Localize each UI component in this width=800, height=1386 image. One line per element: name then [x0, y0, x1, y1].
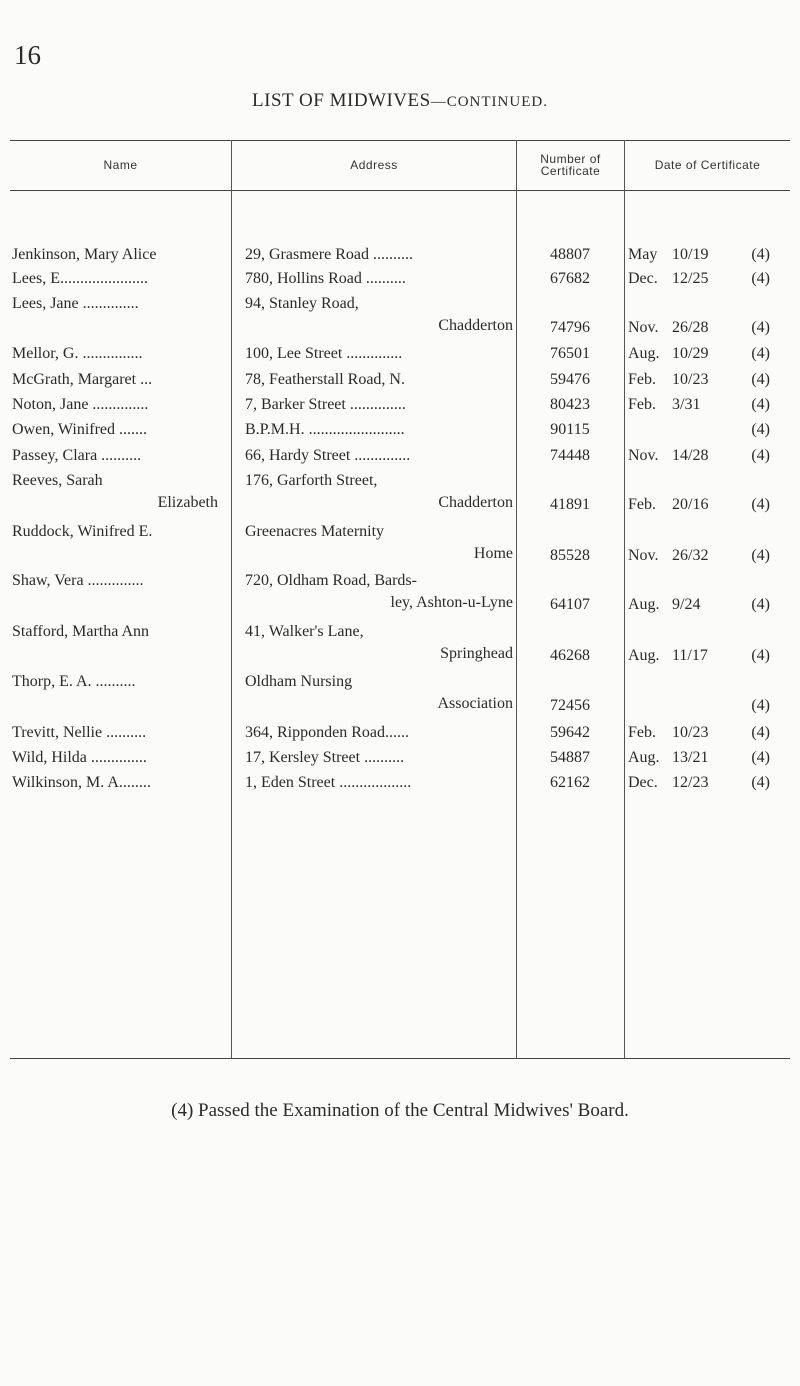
title-suffix: —CONTINUED. [430, 94, 548, 110]
certificate-date [628, 545, 796, 567]
midwife-address [245, 521, 513, 565]
certificate-number-text: 80423 [550, 396, 590, 413]
certificate-number [520, 494, 620, 516]
address-line2: Home [473, 545, 513, 562]
certificate-month: Feb. [628, 496, 656, 513]
name-line1: Owen, Winifred ....... [12, 421, 148, 438]
certificate-day-year: 26/28 [672, 319, 709, 336]
certificate-number [520, 695, 620, 717]
certificate-number [520, 772, 620, 794]
address-line1: 364, Ripponden Road...... [245, 724, 409, 741]
midwife-address [245, 671, 513, 715]
column-divider-address [516, 140, 517, 1058]
footnote-ref: (4) [751, 396, 770, 413]
address-line1: 94, Stanley Road, [245, 295, 359, 312]
midwife-name [12, 470, 230, 514]
midwife-name [12, 268, 230, 290]
footnote-ref: (4) [751, 749, 770, 766]
certificate-number-text: 90115 [550, 421, 590, 438]
name-line1: Jenkinson, Mary Alice [12, 246, 157, 263]
name-line1: Passey, Clara .......... [12, 447, 142, 464]
address-line1: 176, Garforth Street, [245, 472, 378, 489]
name-line1: Lees, Jane .............. [12, 295, 139, 312]
title-main: LIST OF MIDWIVES [252, 90, 431, 111]
certificate-number [520, 394, 620, 416]
certificate-day-year: 3/31 [672, 396, 701, 413]
address-line1: 100, Lee Street .............. [245, 345, 403, 362]
footnote-ref: (4) [751, 496, 770, 513]
midwife-address [245, 244, 513, 266]
certificate-date [628, 369, 796, 391]
certificate-date [628, 419, 796, 441]
address-line1: 1, Eden Street .................. [245, 774, 412, 791]
certificate-number-text: 74448 [550, 447, 590, 464]
midwife-address [245, 747, 513, 769]
midwife-name [12, 621, 230, 643]
midwife-name [12, 521, 230, 543]
name-line1: Ruddock, Winifred E. [12, 523, 153, 540]
certificate-day-year: 10/19 [672, 246, 709, 263]
name-line1: Thorp, E. A. .......... [12, 673, 136, 690]
certificate-number-text: 46268 [550, 647, 590, 664]
certificate-month: Aug. [628, 749, 660, 766]
page-number: 16 [14, 40, 41, 70]
certificate-date [628, 394, 796, 416]
certificate-month: Nov. [628, 319, 659, 336]
midwife-address [245, 369, 513, 391]
midwife-name [12, 772, 230, 794]
midwife-name [12, 747, 230, 769]
certificate-month: Nov. [628, 447, 659, 464]
certificate-day-year: 12/23 [672, 774, 709, 791]
certificate-month: Feb. [628, 724, 656, 741]
midwife-address [245, 470, 513, 514]
address-line1: 41, Walker's Lane, [245, 623, 364, 640]
address-line1: 29, Grasmere Road .......... [245, 246, 413, 263]
certificate-number-text: 67682 [550, 270, 590, 287]
name-line1: Reeves, Sarah [12, 472, 103, 489]
certificate-date [628, 594, 796, 616]
address-line2: ley, Ashton-u-Lyne [390, 594, 513, 611]
certificate-day-year: 10/23 [672, 724, 709, 741]
certificate-month: Dec. [628, 270, 658, 287]
header-number [517, 140, 624, 190]
address-line2: Chadderton [438, 494, 513, 511]
certificate-month: Feb. [628, 371, 656, 388]
certificate-month: Aug. [628, 596, 660, 613]
certificate-date [628, 494, 796, 516]
header-bottom-rule [10, 190, 790, 191]
address-line1: 7, Barker Street .............. [245, 396, 406, 413]
certificate-number-text: 41891 [550, 496, 590, 513]
header-name: Name [103, 158, 138, 172]
certificate-number-text: 59476 [550, 371, 590, 388]
certificate-month: Nov. [628, 547, 659, 564]
footnote-ref: (4) [751, 724, 770, 741]
name-line1: Stafford, Martha Ann [12, 623, 150, 640]
footnote-ref: (4) [751, 547, 770, 564]
footnote-ref: (4) [751, 319, 770, 336]
certificate-month: Feb. [628, 396, 656, 413]
certificate-number-text: 76501 [550, 345, 590, 362]
certificate-number [520, 419, 620, 441]
header-number-line1: Number of [540, 152, 601, 166]
midwives-table [0, 140, 800, 1060]
certificate-number-text: 48807 [550, 246, 590, 263]
certificate-number [520, 343, 620, 365]
midwife-address [245, 268, 513, 290]
certificate-day-year: 20/16 [672, 496, 709, 513]
midwife-address [245, 570, 513, 614]
header-date: Date of Certificate [654, 158, 761, 172]
name-line2: Elizabeth [157, 494, 218, 511]
midwife-name [12, 671, 230, 693]
name-line1: Wild, Hilda .............. [12, 749, 147, 766]
address-line1: 66, Hardy Street .............. [245, 447, 411, 464]
name-line1: McGrath, Margaret ... [12, 371, 153, 388]
certificate-date [628, 343, 796, 365]
address-line2: Chadderton [438, 317, 513, 334]
footnote-ref: (4) [751, 345, 770, 362]
midwife-address [245, 445, 513, 467]
certificate-day-year: 12/25 [672, 270, 709, 287]
certificate-day-year: 14/28 [672, 447, 709, 464]
midwife-address [245, 394, 513, 416]
certificate-month: Aug. [628, 647, 660, 664]
address-line1: 780, Hollins Road .......... [245, 270, 406, 287]
footnote-ref: (4) [751, 647, 770, 664]
certificate-date [628, 268, 796, 290]
header-number-line2: Certificate [540, 164, 601, 178]
address-line1: 720, Oldham Road, Bards- [245, 572, 417, 589]
certificate-date [628, 722, 796, 744]
name-line1: Shaw, Vera .............. [12, 572, 144, 589]
certificate-day-year: 9/24 [672, 596, 701, 613]
certificate-number [520, 594, 620, 616]
certificate-number-text: 74796 [550, 319, 590, 336]
name-line1: Wilkinson, M. A........ [12, 774, 151, 791]
midwife-address [245, 621, 513, 665]
certificate-date [628, 317, 796, 339]
certificate-day-year: 10/29 [672, 345, 709, 362]
footnote-ref: (4) [751, 421, 770, 438]
midwife-name [12, 369, 230, 391]
footnote-ref: (4) [751, 371, 770, 388]
certificate-month: May [628, 246, 658, 263]
certificate-number [520, 545, 620, 567]
certificate-number-text: 62162 [550, 774, 590, 791]
certificate-day-year: 10/23 [672, 371, 709, 388]
certificate-day-year: 13/21 [672, 749, 709, 766]
midwife-name [12, 394, 230, 416]
certificate-month: Aug. [628, 345, 660, 362]
address-line2: Springhead [440, 645, 513, 662]
midwife-name [12, 722, 230, 744]
name-line1: Lees, E...................... [12, 270, 148, 287]
midwife-name [12, 244, 230, 266]
table-bottom-rule [10, 1058, 790, 1059]
address-line1: 17, Kersley Street .......... [245, 749, 405, 766]
address-line1: Greenacres Maternity [245, 523, 385, 540]
midwife-address [245, 343, 513, 365]
certificate-number-text: 64107 [550, 596, 590, 613]
certificate-number [520, 244, 620, 266]
column-divider-number [624, 140, 625, 1058]
name-line1: Noton, Jane .............. [12, 396, 149, 413]
certificate-day-year: 26/32 [672, 547, 709, 564]
midwife-address [245, 772, 513, 794]
midwife-name [12, 419, 230, 441]
address-line1: B.P.M.H. ........................ [245, 421, 405, 438]
certificate-number [520, 268, 620, 290]
certificate-date [628, 445, 796, 467]
certificate-number-text: 72456 [550, 697, 590, 714]
footnote-ref: (4) [751, 270, 770, 287]
footnote-ref: (4) [751, 697, 770, 714]
midwife-address [245, 419, 513, 441]
certificate-number [520, 317, 620, 339]
certificate-date [628, 747, 796, 769]
certificate-day-year: 11/17 [672, 647, 708, 664]
footnote-ref: (4) [751, 774, 770, 791]
certificate-number [520, 645, 620, 667]
certificate-number-text: 54887 [550, 749, 590, 766]
name-line1: Trevitt, Nellie .......... [12, 724, 147, 741]
page-title [0, 90, 800, 112]
footnote-ref: (4) [751, 447, 770, 464]
midwife-address [245, 722, 513, 744]
certificate-number [520, 747, 620, 769]
footnote: (4) Passed the Examination of the Central Midwives' Board. [171, 1100, 629, 1121]
midwife-name [12, 293, 230, 315]
certificate-month: Dec. [628, 774, 658, 791]
footnote-ref: (4) [751, 246, 770, 263]
name-line1: Mellor, G. ............... [12, 345, 143, 362]
column-divider-name [231, 140, 232, 1058]
certificate-date [628, 772, 796, 794]
midwife-address [245, 293, 513, 337]
address-line1: Oldham Nursing [245, 673, 353, 690]
certificate-number-text: 59642 [550, 724, 590, 741]
certificate-date [628, 695, 796, 717]
footnote-ref: (4) [751, 596, 770, 613]
certificate-number [520, 722, 620, 744]
certificate-number [520, 369, 620, 391]
midwife-name [12, 570, 230, 592]
certificate-date [628, 244, 796, 266]
certificate-number [520, 445, 620, 467]
address-line2: Association [437, 695, 513, 712]
header-address: Address [350, 158, 398, 172]
address-line1: 78, Featherstall Road, N. [245, 371, 405, 388]
certificate-number-text: 85528 [550, 547, 590, 564]
midwife-name [12, 343, 230, 365]
certificate-date [628, 645, 796, 667]
midwife-name [12, 445, 230, 467]
